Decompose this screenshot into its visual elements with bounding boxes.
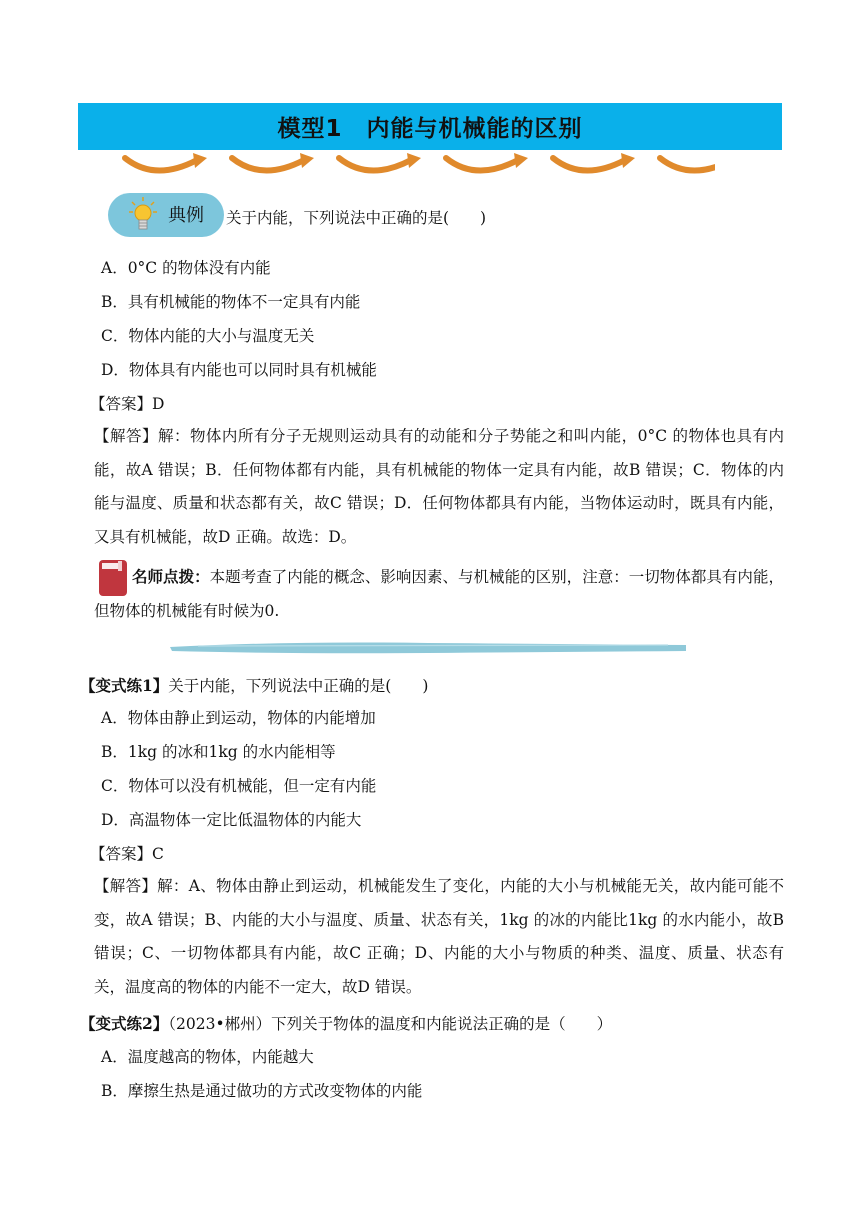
- practice1-label: 【变式练1】: [80, 676, 169, 695]
- example-question: 关于内能，下列说法中正确的是( ): [226, 209, 487, 227]
- practice1-question: 关于内能，下列说法中正确的是( ): [168, 677, 429, 695]
- practice2-option-a: A．温度越高的物体，内能越大: [101, 1048, 314, 1066]
- option-d: D．物体具有内能也可以同时具有机械能: [101, 361, 377, 379]
- tip-label: 名师点拨：: [132, 567, 210, 586]
- decorative-arrows: [115, 150, 715, 186]
- practice1-option-c: C．物体可以没有机械能，但一定有内能: [101, 777, 377, 795]
- practice1-option-a: A．物体由静止到运动，物体的内能增加: [101, 709, 376, 727]
- option-a: A．0°C 的物体没有内能: [101, 259, 271, 277]
- option-b: B．具有机械能的物体不一定具有内能: [101, 293, 361, 311]
- practice2-option-b: B．摩擦生热是通过做功的方式改变物体的内能: [101, 1082, 423, 1100]
- section-title: 模型1 内能与机械能的区别: [78, 103, 782, 150]
- practice1-question-line: [80, 675, 428, 697]
- example-explanation: 【解答】解：物体内所有分子无规则运动具有的动能和分子势能之和叫内能，0°C 的物体也具有内能，故A 错误；B．任何物体都有内能，具有机械能的物体一定具有内能，故B 错误；C．物体的内能与温度、质量和状态都有关，故C 错误；D．任何物体都具有内能，当物体运动时，既具有内能，又具有机械能，故D 正确。故选：D。: [94, 427, 784, 546]
- practice1-option-d: D．高温物体一定比低温物体的内能大: [101, 811, 362, 829]
- practice1-option-b: B．1kg 的冰和1kg 的水内能相等: [101, 743, 336, 761]
- practice1-explanation: 【解答】解：A、物体由静止到运动，机械能发生了变化，内能的大小与机械能无关，故内能可能不变，故A 错误；B、内能的大小与温度、质量、状态有关，1kg 的冰的内能比1kg 的水内能小，故B 错误；C、一切物体都具有内能，故C 正确；D、内能的大小与物质的种类、温度、质量、状态有关，温度高的物体的内能不一定大，故D 错误。: [94, 877, 784, 996]
- example-label: 典例: [168, 205, 204, 226]
- practice2-question-line: [80, 1013, 612, 1035]
- practice2-question: （2023•郴州）下列关于物体的温度和内能说法正确的是（ ）: [168, 1015, 613, 1033]
- example-answer: 【答案】D: [90, 395, 165, 413]
- option-c: C．物体内能的大小与温度无关: [101, 327, 315, 345]
- teacher-tip: [94, 560, 784, 628]
- lightbulb-icon: [128, 196, 158, 236]
- practice2-label: 【变式练2】: [80, 1014, 169, 1033]
- brush-divider: [168, 637, 688, 659]
- example-badge: [108, 193, 224, 237]
- practice1-answer: 【答案】C: [90, 845, 164, 863]
- tip-text: 本题考查了内能的概念、影响因素、与机械能的区别，注意：一切物体都具有内能，但物体的机械能有时候为0.: [94, 568, 784, 620]
